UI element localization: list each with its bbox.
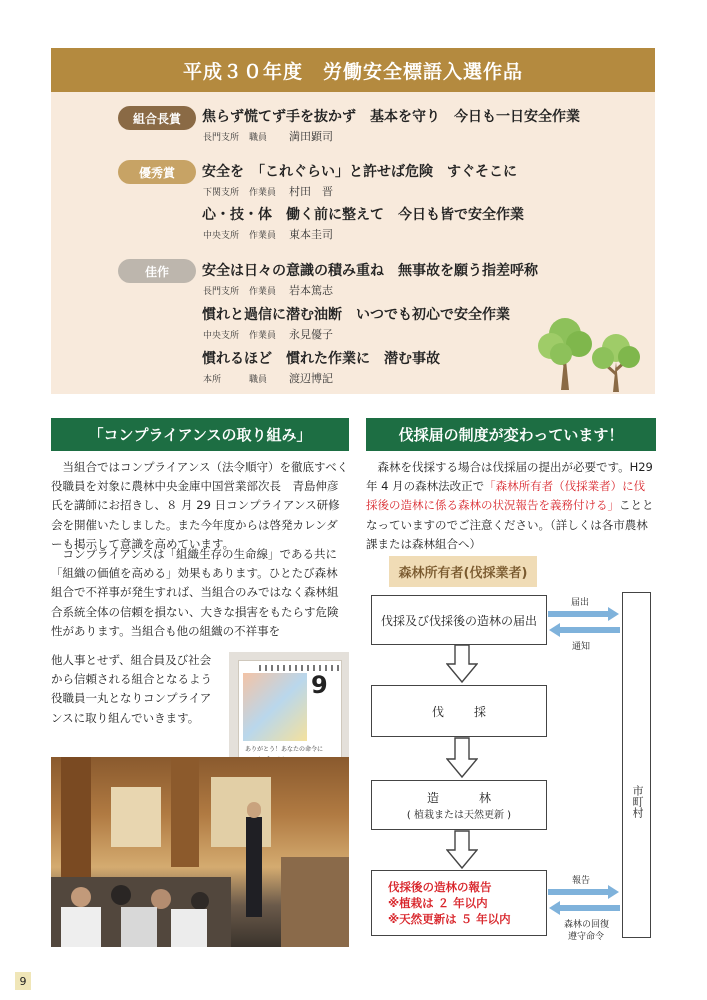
felling-text-before: 森林を伐採する場合は伐採届の提出が必要です。H29 年 4 月の森林法改正で — [366, 460, 653, 494]
author-good-2: 中央支所 作業員 永見優子 — [203, 328, 333, 341]
calendar-month-number: 9 — [311, 671, 328, 699]
felling-flowchart — [366, 547, 656, 959]
badge-grand-prize: 組合長賞 — [118, 106, 196, 130]
left-arrow-icon — [548, 901, 620, 915]
arrow-label-order-line2: 遵守命令 — [568, 932, 605, 942]
flow-step-felling: 伐採 — [371, 685, 547, 737]
felling-paragraph — [366, 458, 656, 554]
compliance-title: 「コンプライアンスの取り組み」 — [51, 418, 349, 451]
right-arrow-icon — [548, 885, 620, 899]
badge-excellent: 優秀賞 — [118, 160, 196, 184]
compliance-paragraph-2: コンプライアンスは「組織生存の生命線」である共に「組織の価値を高める」効果もあります。ひとたび森林組合で不祥事が発生すれば、当組合のみではなく森林組合系統全体の信頼を損ない、大きな損害をもたらす危険性があります。当組合も他の組織の不祥事を — [51, 547, 339, 638]
author-good-1: 長門支所 作業員 岩本篤志 — [203, 284, 333, 297]
slogan-good-1: 安全は日々の意識の積み重ね 無事故を願う指差呼称 — [202, 263, 538, 279]
calendar-illustration — [243, 673, 307, 741]
felling-text-after: こととなっていますのでご注意ください。（詳しくは各市農林課または森林組合へ） — [366, 498, 654, 551]
slogan-grand-1: 焦らず慌てず手を抜かず 基本を守り 今日も一日安全作業 — [202, 109, 580, 125]
compliance-paragraph-1: 当組合ではコンプライアンス（法令順守）を徹底すべく役職員を対象に農林中央金庫中国営業部次長 青島伸彦氏を講師にお招きし、８ 月 29 日コンプライアンス研修会を開催いたしました。また今年度からは啓発カレンダーも掲示して意識を高めています。 — [51, 460, 349, 551]
arrow-label-submit: 届出 — [571, 598, 590, 608]
forest-owner-label: 森林所有者(伐採業者) — [389, 556, 537, 587]
page-number: 9 — [15, 972, 31, 990]
slogan-good-2: 慣れと過信に潜む油断 いつでも初心で安全作業 — [202, 307, 510, 323]
right-arrow-icon — [548, 607, 620, 621]
compliance-paragraph-3: 他人事とせず、組合員及び社会から信頼される組合となるよう役職員一丸となりコンプライアンスに取り組んでいきます。 — [51, 653, 212, 725]
arrow-label-notify: 通知 — [572, 642, 591, 652]
down-arrow-icon — [446, 737, 478, 779]
arrow-label-report: 報告 — [572, 876, 591, 886]
tree-illustration — [531, 310, 651, 394]
slogan-good-3: 慣れるほど 慣れた作業に 潜む事故 — [202, 351, 440, 367]
training-session-photo — [51, 757, 349, 947]
award-section — [51, 48, 655, 394]
felling-notice-title: 伐採届の制度が変わっています！ — [366, 418, 656, 451]
award-title: 平成３０年度 労働安全標語入選作品 — [51, 48, 655, 92]
arrow-label-order-line1: 森林の回復 — [564, 920, 610, 930]
badge-honorable: 佳作 — [118, 259, 196, 283]
author-excellent-2: 中央支所 作業員 東本圭司 — [203, 228, 333, 241]
flow-step-notification: 伐採及び伐採後の造林の届出 — [371, 595, 547, 645]
flow-step-reforestation: 造林 ( 植栽または天然更新 ) — [371, 780, 547, 830]
author-grand-1: 長門支所 職員 満田顕司 — [203, 130, 333, 143]
down-arrow-icon — [446, 830, 478, 870]
slogan-excellent-2: 心・技・体 働く前に整えて 今日も皆で安全作業 — [202, 207, 524, 223]
slogan-excellent-1: 安全を 「これぐらい」と許せば危険 すぐそこに — [202, 164, 517, 180]
left-arrow-icon — [548, 623, 620, 637]
municipality-box: 市町村 — [622, 592, 651, 938]
author-excellent-1: 下関支所 作業員 村田 晋 — [203, 185, 333, 198]
author-good-3: 本所 職員 渡辺博記 — [203, 372, 333, 385]
calendar-subtext: ありがとう！あなたの命令に — [245, 746, 324, 753]
flow-step-report: 伐採後の造林の報告 ※植栽は ２ 年以内 ※天然更新は ５ 年以内 — [371, 870, 547, 936]
felling-text-highlight: 「森林所有者（伐採業者）に伐採後の造林に係る森林の状況報告を義務付ける」 — [366, 479, 646, 513]
down-arrow-icon — [446, 644, 478, 684]
